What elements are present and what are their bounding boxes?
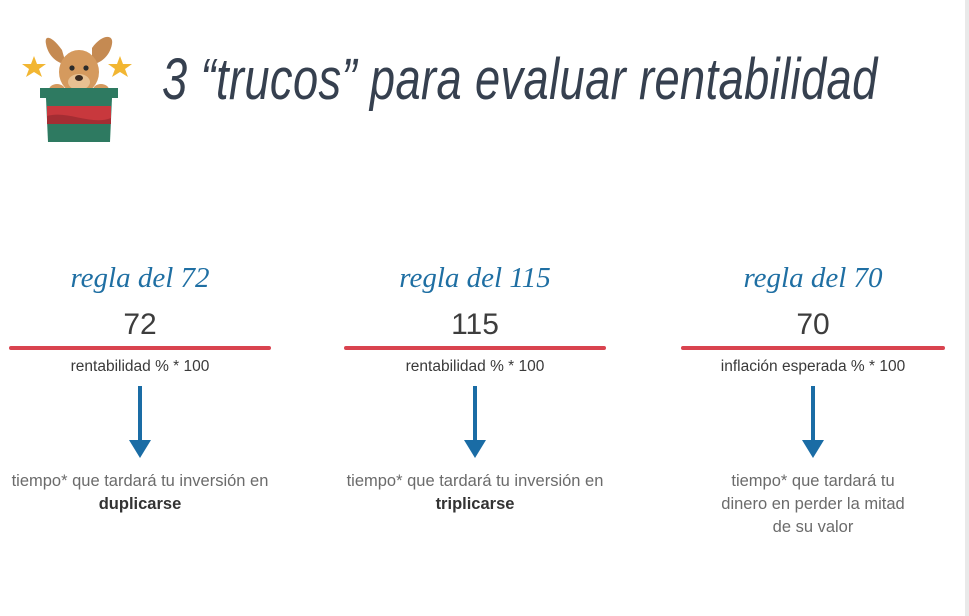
arrow-down-icon <box>793 386 833 460</box>
slide-edge <box>965 0 969 616</box>
result-text <box>343 470 607 516</box>
rule-72-card <box>8 258 272 516</box>
numerator: 115 <box>451 308 499 341</box>
fraction-bar <box>9 346 271 350</box>
rule-title: regla del 70 <box>743 262 883 294</box>
numerator: 70 <box>796 308 830 341</box>
result-prefix: tiempo* que tardará tu inversión en <box>11 472 269 490</box>
denominator: rentabilidad % * 100 <box>70 358 210 375</box>
result-prefix: tiempo* que tardará tu dinero en perder la mitad de su valor <box>721 472 905 536</box>
arrow-down-icon <box>455 386 495 460</box>
denominator: inflación esperada % * 100 <box>720 358 906 375</box>
fraction-bar <box>344 346 606 350</box>
fraction-bar <box>681 346 945 350</box>
page-title: 3 “trucos” para evaluar rentabilidad <box>162 47 878 112</box>
rule-title: regla del 115 <box>399 262 551 294</box>
result-prefix: tiempo* que tardará tu inversión en <box>346 472 604 490</box>
dog-in-magic-hat-icon <box>22 30 134 146</box>
result-bold: duplicarse <box>98 495 182 513</box>
denominator: rentabilidad % * 100 <box>405 358 545 375</box>
result-text <box>681 470 945 539</box>
result-text <box>8 470 272 516</box>
rule-70-card <box>681 258 945 539</box>
result-bold: triplicarse <box>435 495 515 513</box>
rule-title: regla del 72 <box>70 262 210 294</box>
rule-115-card <box>343 258 607 516</box>
arrow-down-icon <box>120 386 160 460</box>
numerator: 72 <box>123 308 157 341</box>
